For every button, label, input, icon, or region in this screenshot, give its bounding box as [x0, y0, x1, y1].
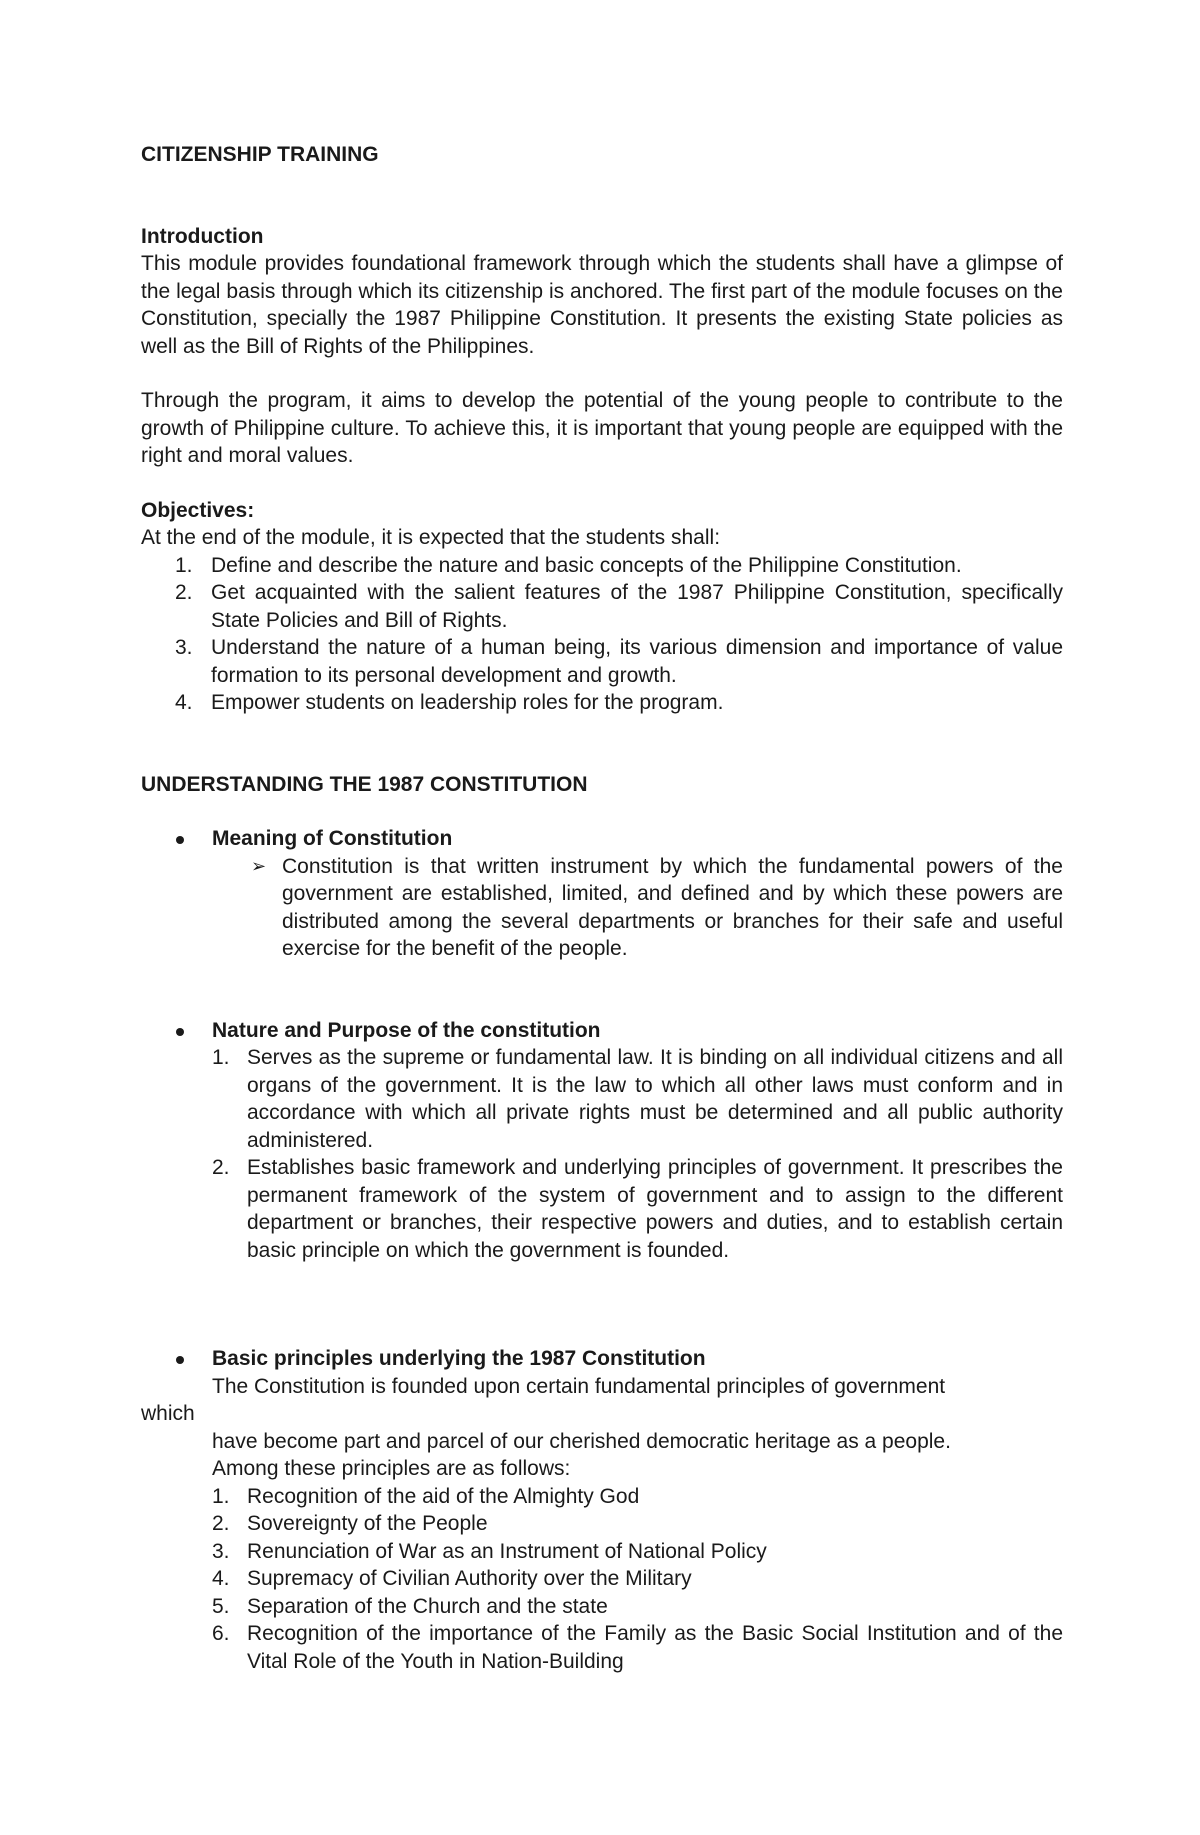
introduction-heading: Introduction	[141, 224, 264, 248]
bullet-icon	[176, 836, 184, 844]
list-item: 1. Serves as the supreme or fundamental law. It is binding on all individual citizens and all organs of the government. It is the law to which all other laws must conform and in accordance with which all private rights must be determined and all public authority administered.	[212, 1046, 1063, 1152]
nature-list	[141, 1044, 1063, 1264]
list-item: 2. Establishes basic framework and underlying principles of government. It prescribes the permanent framework of the system of government and to assign to the different department or branches, their respective powers and duties, and to establish certain basic principle on which the government is founded.	[212, 1156, 1063, 1262]
list-item: 2. Sovereignty of the People	[212, 1512, 488, 1535]
section-heading-constitution: UNDERSTANDING THE 1987 CONSTITUTION	[141, 772, 588, 796]
objectives-heading: Objectives:	[141, 498, 255, 522]
principles-intro-wrap: which	[141, 1402, 195, 1425]
list-item: 1. Recognition of the aid of the Almighty God	[212, 1484, 640, 1508]
document-body	[141, 141, 1063, 1675]
nature-heading: Nature and Purpose of the constitution	[141, 1017, 1063, 1045]
introduction-paragraph-2: Through the program, it aims to develop the potential of the young people to contribute to the growth of Philippine culture. To achieve this, it is important that young people are equipped with the right and moral values.	[141, 389, 1063, 467]
meaning-heading: Meaning of Constitution	[141, 825, 1063, 853]
arrow-bullet-icon: ➢	[251, 855, 267, 876]
bullet-icon	[176, 1028, 184, 1036]
list-item: 6. Recognition of the importance of the Family as the Basic Social Institution and of the Vital Role of the Youth in Nation-Building	[212, 1622, 1063, 1673]
objectives-list	[141, 552, 1063, 717]
principles-list	[141, 1483, 1063, 1676]
objectives-lead: At the end of the module, it is expected that the students shall:	[141, 526, 721, 549]
list-item: 1. Define and describe the nature and basic concepts of the Philippine Constitution.	[175, 553, 962, 577]
list-item: 3. Renunciation of War as an Instrument of National Policy	[212, 1539, 767, 1563]
introduction-paragraph-1: This module provides foundational framework through which the students shall have a glimpse of the legal basis through which its citizenship is anchored. The first part of the module focuses on the Constitution, specially the 1987 Philippine Constitution. It presents the existing State policies as well as the Bill of Rights of the Philippines.	[141, 252, 1063, 358]
list-item: 4. Empower students on leadership roles for the program.	[175, 691, 724, 714]
principles-intro-line-3: Among these principles are as follows:	[212, 1457, 571, 1480]
meaning-definition: ➢ Constitution is that written instrument by which the fundamental powers of the government are established, limited, and defined and by which these powers are distributed among the several departments or branches for their safe and useful exercise for the benefit of the people.	[251, 854, 1063, 960]
principles-intro-line-2: have become part and parcel of our cherished democratic heritage as a people.	[212, 1429, 951, 1453]
document-title: CITIZENSHIP TRAINING	[141, 143, 379, 166]
list-item: 5. Separation of the Church and the state	[212, 1594, 608, 1618]
principles-heading: Basic principles underlying the 1987 Constitution	[141, 1345, 1063, 1373]
list-item: 3. Understand the nature of a human being, its various dimension and importance of value formation to its personal development and growth.	[175, 636, 1063, 687]
bullet-icon	[176, 1356, 184, 1364]
list-item: 4. Supremacy of Civilian Authority over the Military	[212, 1567, 692, 1590]
principles-intro-line-1: The Constitution is founded upon certain fundamental principles of government	[212, 1374, 946, 1398]
list-item: 2. Get acquainted with the salient features of the 1987 Philippine Constitution, specifically State Policies and Bill of Rights.	[175, 581, 1063, 632]
